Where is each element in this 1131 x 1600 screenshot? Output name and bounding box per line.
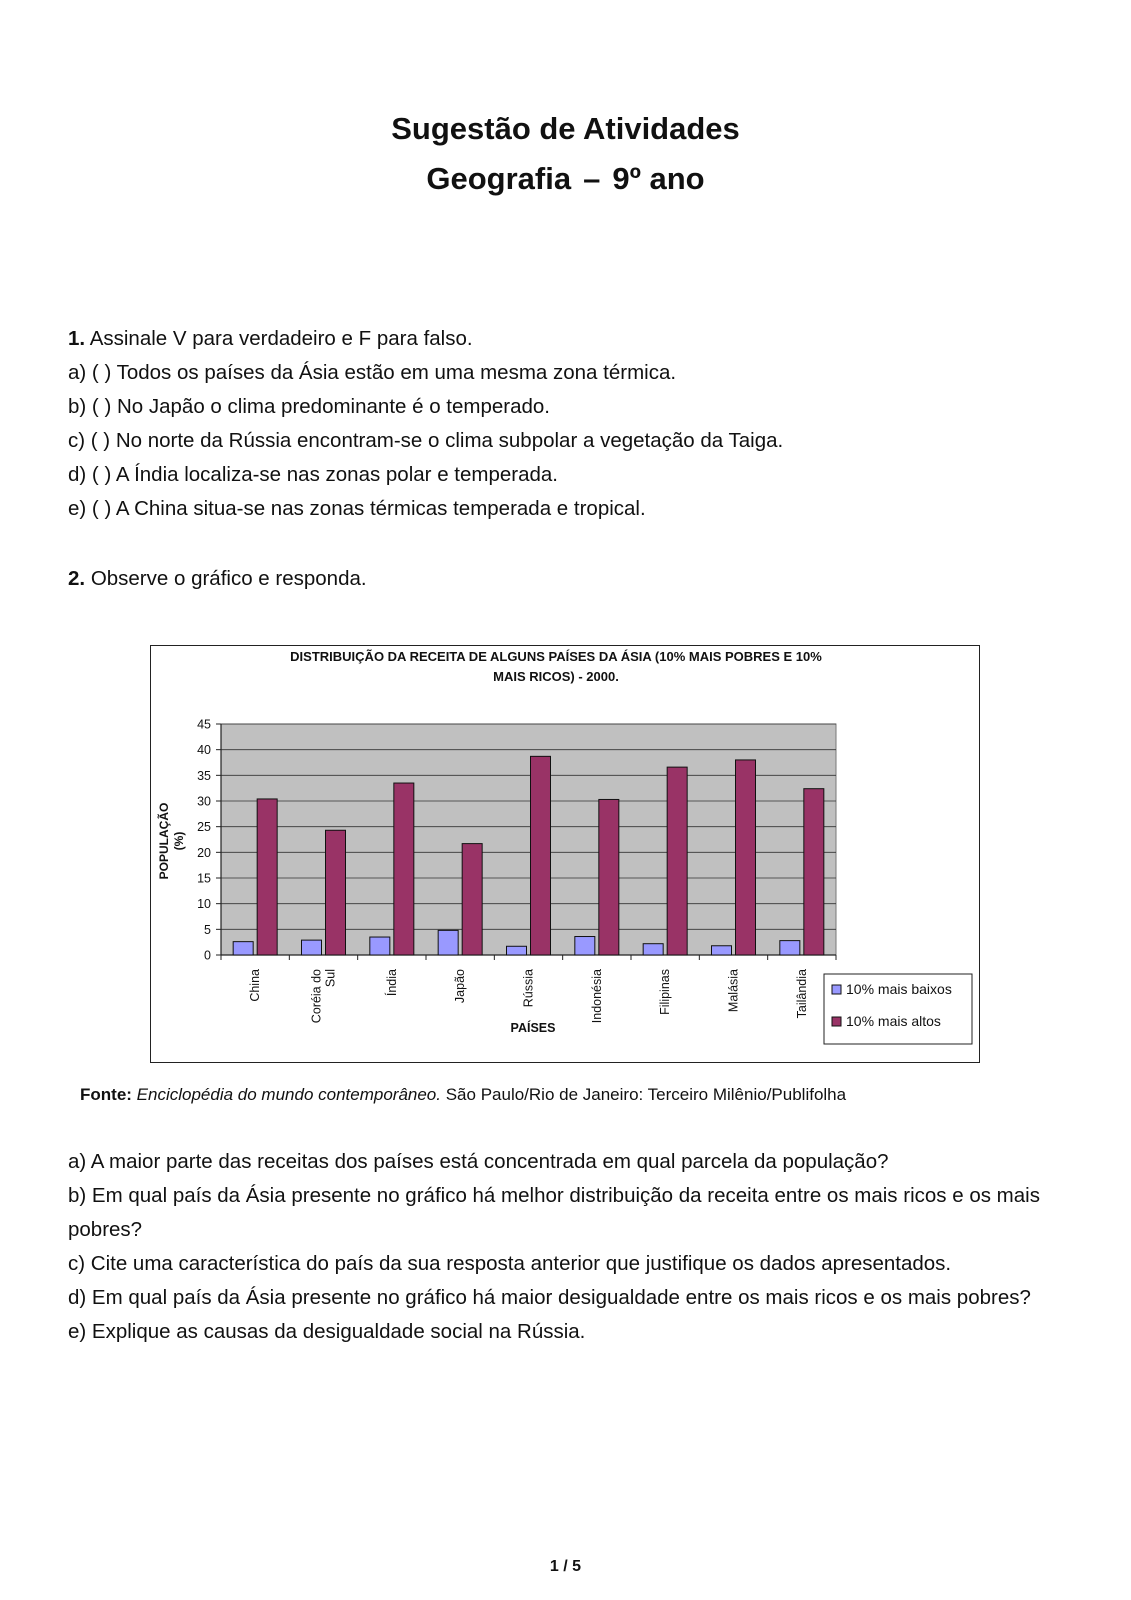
bar-low [643, 944, 663, 955]
source-citation [80, 1085, 846, 1105]
x-tick-label: Indonésia [589, 969, 604, 1024]
q1-item-e: e) ( ) A China situa-se nas zonas térmicas temperada e tropical. [68, 497, 646, 520]
bar-high [462, 844, 482, 955]
income-chart [150, 645, 980, 1063]
source-rest: São Paulo/Rio de Janeiro: Terceiro Milênio/Publifolha [441, 1085, 847, 1104]
q2-number: 2. [68, 567, 86, 590]
x-tick-label: China [248, 969, 263, 1002]
y-tick-label: 35 [197, 768, 211, 783]
q1-item-c: c) ( ) No norte da Rússia encontram-se o clima subpolar a vegetação da Taiga. [68, 429, 784, 452]
q2-item-a: a) A maior parte das receitas dos países está concentrada em qual parcela da população? [68, 1150, 889, 1173]
bar-low [507, 946, 527, 955]
bar-high [394, 783, 414, 955]
bar-low [575, 937, 595, 955]
x-tick-label: Malásia [726, 969, 741, 1013]
x-tick-label: Rússia [521, 969, 536, 1008]
x-tick-label: Sul [323, 969, 338, 988]
grade: 9º ano [612, 161, 705, 196]
bar-high [326, 830, 346, 955]
legend-swatch [832, 1017, 841, 1026]
chart-title-line-1: DISTRIBUIÇÃO DA RECEITA DE ALGUNS PAÍSES DA ÁSIA (10% MAIS POBRES E 10% [290, 649, 822, 664]
legend-swatch [832, 985, 841, 994]
q1-item-b: b) ( ) No Japão o clima predominante é o temperado. [68, 395, 551, 418]
chart-title-line-2: MAIS RICOS) - 2000. [493, 669, 619, 684]
legend-label: 10% mais baixos [846, 981, 952, 997]
bar-high [667, 767, 687, 955]
y-axis-label-line-1: POPULAÇÃO [157, 802, 171, 880]
bar-low [712, 946, 732, 955]
q2-item-b: b) Em qual país da Ásia presente no gráfico há melhor distribuição da receita entre os mais ricos e os mais pobres? [68, 1184, 1040, 1241]
subject: Geografia [426, 161, 572, 196]
q2-item-e: e) Explique as causas da desigualdade social na Rússia. [68, 1320, 586, 1343]
x-tick-label: Filipinas [658, 969, 673, 1015]
bar-low [302, 940, 322, 955]
bar-high [257, 799, 277, 955]
q1-prompt-text: Assinale V para verdadeiro e F para falso. [89, 327, 473, 350]
bar-low [438, 930, 458, 955]
q1-item-a: a) ( ) Todos os países da Ásia estão em uma mesma zona térmica. [68, 361, 677, 384]
y-tick-label: 30 [197, 794, 211, 809]
y-tick-label: 45 [197, 717, 211, 732]
q2-prompt [68, 562, 367, 596]
q2-item-d: d) Em qual país da Ásia presente no gráfico há maior desigualdade entre os mais ricos e os mais pobres? [68, 1286, 1031, 1309]
x-tick-label: Tailândia [794, 969, 809, 1019]
bar-high [736, 760, 756, 955]
page-title [0, 104, 1131, 204]
y-tick-label: 20 [197, 845, 211, 860]
x-axis-label: PAÍSES [510, 1021, 556, 1035]
question-1 [68, 322, 1068, 526]
source-title: Enciclopédia do mundo contemporâneo. [136, 1085, 441, 1104]
title-line-1: Sugestão de Atividades [391, 111, 740, 146]
x-tick-label: Coréia do [309, 969, 324, 1024]
y-tick-label: 15 [197, 871, 211, 886]
page-number: 1 / 5 [549, 1558, 582, 1575]
title-dash: – [583, 161, 601, 196]
title-line-2 [0, 154, 1131, 204]
q1-item-d: d) ( ) A Índia localiza-se nas zonas polar e temperada. [68, 463, 558, 486]
bar-high [599, 799, 619, 955]
chart-svg [151, 646, 981, 1064]
q2-item-c: c) Cite uma característica do país da sua resposta anterior que justifique os dados apresentados. [68, 1252, 952, 1275]
q1-prompt [68, 322, 1068, 356]
source-label: Fonte: [80, 1085, 132, 1104]
y-tick-label: 40 [197, 743, 211, 758]
y-tick-label: 10 [197, 897, 211, 912]
x-tick-label: Japão [453, 969, 468, 1004]
bar-high [804, 789, 824, 955]
y-tick-label: 5 [204, 922, 211, 937]
bar-low [370, 937, 390, 955]
question-2-items [68, 1145, 1068, 1349]
y-tick-label: 25 [197, 820, 211, 835]
bar-low [233, 942, 253, 955]
legend-label: 10% mais altos [846, 1013, 941, 1029]
y-axis-label-line-2: (%) [172, 831, 186, 851]
bar-high [531, 756, 551, 955]
q2-prompt-text: Observe o gráfico e responda. [90, 567, 367, 590]
y-tick-label: 0 [204, 948, 211, 963]
q1-number: 1. [68, 327, 86, 350]
x-tick-label: Índia [384, 969, 399, 997]
bar-low [780, 941, 800, 955]
